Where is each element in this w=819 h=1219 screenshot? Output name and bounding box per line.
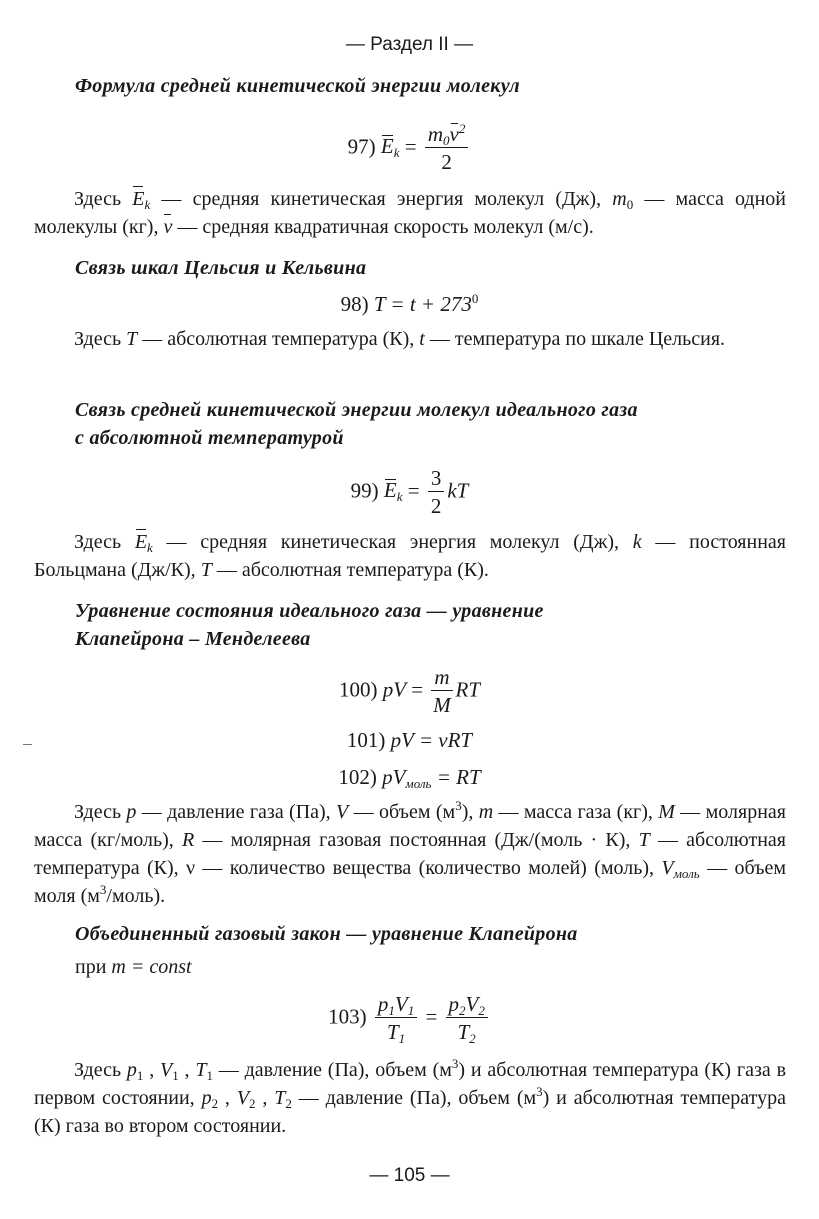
paragraph-97-explanation: Здесь $E_k$ — средняя кинетическая энергия молекул (Дж), $m_0$ — масса одной молекулы (кг), v — средняя квадратичная скорость молекул (м/с).	[34, 185, 786, 241]
formula-102: 102) $pV_{моль}$ = RT	[338, 765, 481, 791]
heading-energy-temperature-line1: Связь средней кинетической энергии молекул идеального газа	[75, 399, 638, 421]
formula-103: 103) $\frac{p_1V_1}{T_1}$ = $\frac{p_2V_2}{T_2}$	[0, 992, 819, 1045]
heading-celsius-kelvin: Связь шкал Цельсия и Кельвина	[75, 257, 367, 279]
formula-101: 101) pV = νRT	[346, 728, 473, 752]
paragraph-99-explanation: Здесь $E_k$ — средняя кинетическая энергия молекул (Дж), k — постоянная Больцмана (Дж/К), T — абсолютная температура (К).	[34, 528, 786, 584]
heading-clapeyron-mendeleev-line2: Клапейрона – Менделеева	[75, 628, 311, 650]
formula-99: 99) $E_k$ = $\frac{3}{2}$ kT	[350, 466, 469, 518]
page-number: — 105 —	[369, 1165, 450, 1186]
condition-constant-mass: при m = const	[75, 956, 192, 978]
heading-clapeyron-mendeleev-line1: Уравнение состояния идеального газа — уравнение	[75, 600, 544, 622]
formula-100: 100) pV = $\frac{m}{M}$ RT	[338, 665, 481, 717]
formula-97: 97) $E_k$ = $\frac{m_0v^2}{2}$	[0, 122, 819, 175]
heading-kinetic-energy-formula: Формула средней кинетической энергии молекул	[75, 75, 520, 97]
paragraph-100-102-explanation: Здесь p — давление газа (Па), V — объем $(м^3)$, m — масса газа (кг), M — молярная масса (кг/моль), R — молярная газовая постоянная (Дж/(моль · К), T — абсолютная температура (К), ν — количество вещества (количество молей) (моль), $V_{моль}$ — объем моля $(м^3/моль)$.	[34, 798, 787, 907]
heading-energy-temperature-line2: с абсолютной температурой	[75, 427, 344, 449]
heading-combined-gas-law: Объединенный газовый закон — уравнение Клапейрона	[75, 923, 578, 945]
margin-mark	[23, 744, 32, 745]
running-header: — Раздел II —	[345, 34, 474, 55]
paragraph-103-explanation: Здесь $p_1$ , $V_1$ , $T_1$ — давление (Па), объем $(м^3)$ и абсолютная температура (К) газа в первом состоянии, $p_2$ , $V_2$ , $T_2$ — давление (Па), объем $(м^3)$ и абсолютная температура (К) газа во втором состоянии.	[34, 1056, 787, 1137]
formula-98: 98) $T = t + 273^0$	[340, 291, 479, 316]
paragraph-98-explanation: Здесь T — абсолютная температура (К), t — температура по шкале Цельсия.	[74, 328, 726, 350]
